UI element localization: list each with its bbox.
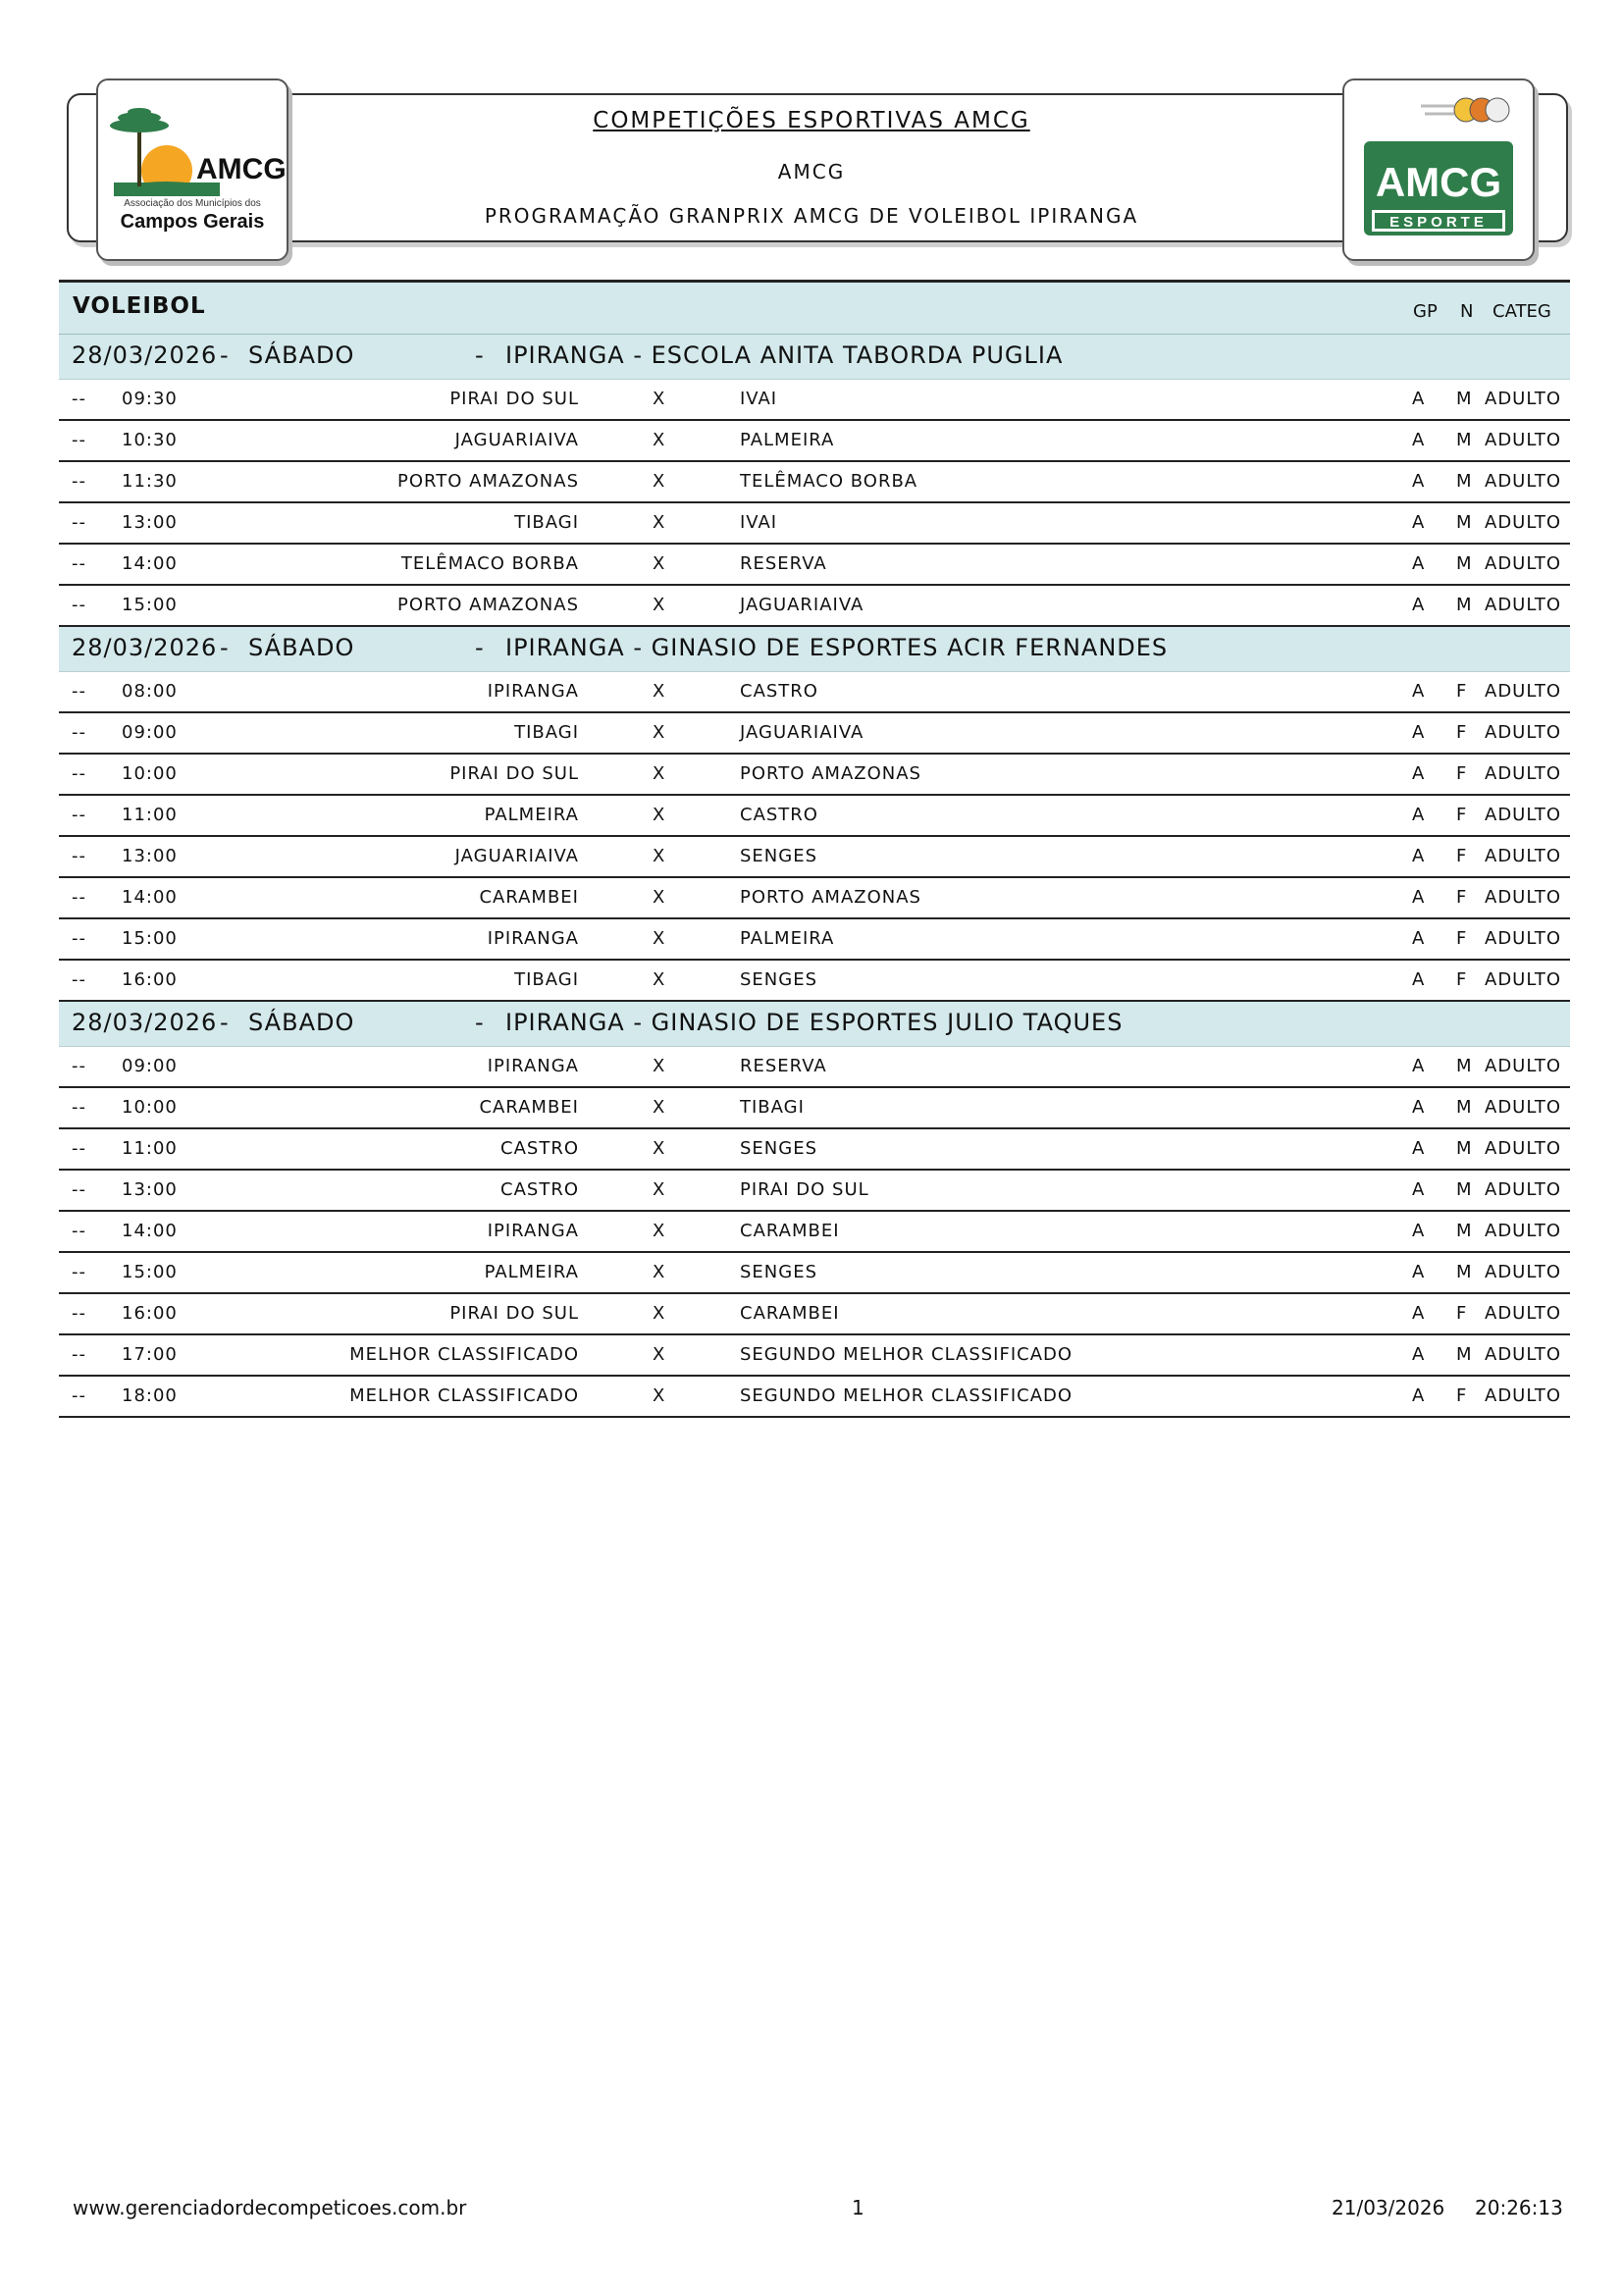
category-cell: ADULTO	[1485, 681, 1562, 702]
home-team: IPIRANGA	[487, 681, 579, 702]
row-dash: --	[72, 471, 86, 492]
group-cell: A	[1412, 722, 1426, 743]
gender-cell: M	[1456, 1056, 1473, 1076]
table-row	[59, 961, 1570, 1002]
gender-cell: M	[1456, 553, 1473, 574]
column-n: N	[1460, 301, 1474, 322]
section-separator: -	[475, 341, 485, 369]
gender-cell: M	[1456, 512, 1473, 533]
table-row	[59, 919, 1570, 961]
gender-cell: F	[1456, 722, 1468, 743]
match-time: 15:00	[122, 595, 178, 615]
group-cell: A	[1412, 1056, 1426, 1076]
gender-cell: M	[1456, 1138, 1473, 1159]
row-dash: --	[72, 928, 86, 949]
group-cell: A	[1412, 553, 1426, 574]
match-time: 09:00	[122, 1056, 178, 1076]
section-venue: IPIRANGA - GINASIO DE ESPORTES ACIR FERNANDES	[505, 634, 1169, 661]
home-team: IPIRANGA	[487, 1056, 579, 1076]
versus-mark: X	[653, 1303, 666, 1324]
group-cell: A	[1412, 471, 1426, 492]
sports-balls-icon	[1344, 80, 1533, 259]
page-title: COMPETIÇÕES ESPORTIVAS AMCG	[593, 108, 1030, 133]
sport-header	[59, 280, 1570, 335]
row-dash: --	[72, 846, 86, 866]
group-cell: A	[1412, 1179, 1426, 1200]
match-time: 09:00	[122, 722, 178, 743]
away-team: SENGES	[740, 969, 818, 990]
versus-mark: X	[653, 553, 666, 574]
page-subtitle: PROGRAMAÇÃO GRANPRIX AMCG DE VOLEIBOL IPIRANGA	[484, 204, 1139, 228]
versus-mark: X	[653, 846, 666, 866]
column-gp: GP	[1413, 301, 1438, 322]
section-day: SÁBADO	[248, 341, 355, 369]
away-team: SENGES	[740, 1262, 818, 1282]
gender-cell: F	[1456, 1385, 1468, 1406]
footer-page-number: 1	[852, 2196, 864, 2219]
gender-cell: F	[1456, 969, 1468, 990]
group-cell: A	[1412, 681, 1426, 702]
section-date: 28/03/2026	[72, 634, 218, 661]
venue-header	[59, 1002, 1570, 1047]
category-cell: ADULTO	[1485, 928, 1562, 949]
footer-time: 20:26:13	[1475, 2196, 1563, 2219]
match-time: 10:00	[122, 1097, 178, 1118]
category-cell: ADULTO	[1485, 1179, 1562, 1200]
group-cell: A	[1412, 805, 1426, 825]
match-time: 14:00	[122, 553, 178, 574]
gender-cell: M	[1456, 595, 1473, 615]
category-cell: ADULTO	[1485, 595, 1562, 615]
away-team: SENGES	[740, 1138, 818, 1159]
versus-mark: X	[653, 887, 666, 908]
row-dash: --	[72, 389, 86, 409]
versus-mark: X	[653, 471, 666, 492]
home-team: CARAMBEI	[479, 887, 579, 908]
gender-cell: M	[1456, 1179, 1473, 1200]
home-team: PALMEIRA	[484, 1262, 579, 1282]
home-team: MELHOR CLASSIFICADO	[349, 1344, 579, 1365]
match-time: 16:00	[122, 969, 178, 990]
row-dash: --	[72, 1344, 86, 1365]
away-team: JAGUARIAIVA	[740, 722, 864, 743]
versus-mark: X	[653, 595, 666, 615]
home-team: IPIRANGA	[487, 928, 579, 949]
section-separator: -	[475, 634, 485, 661]
group-cell: A	[1412, 1221, 1426, 1241]
away-team: PIRAI DO SUL	[740, 1179, 869, 1200]
table-row	[59, 1253, 1570, 1294]
section-venue: IPIRANGA - GINASIO DE ESPORTES JULIO TAQUES	[505, 1009, 1124, 1036]
category-cell: ADULTO	[1485, 512, 1562, 533]
table-row	[59, 755, 1570, 796]
table-row	[59, 1129, 1570, 1171]
away-team: RESERVA	[740, 1056, 827, 1076]
home-team: TELÊMACO BORBA	[400, 553, 579, 574]
away-team: IVAI	[740, 389, 778, 409]
match-time: 14:00	[122, 1221, 178, 1241]
row-dash: --	[72, 681, 86, 702]
section-venue: IPIRANGA - ESCOLA ANITA TABORDA PUGLIA	[505, 341, 1064, 369]
logo-left-line2: Campos Gerais	[120, 211, 265, 233]
match-time: 13:00	[122, 1179, 178, 1200]
away-team: PALMEIRA	[740, 430, 835, 450]
table-row	[59, 796, 1570, 837]
versus-mark: X	[653, 928, 666, 949]
match-time: 10:00	[122, 763, 178, 784]
match-time: 16:00	[122, 1303, 178, 1324]
section-separator: -	[220, 634, 230, 661]
table-row	[59, 1335, 1570, 1377]
home-team: IPIRANGA	[487, 1221, 579, 1241]
group-cell: A	[1412, 1097, 1426, 1118]
away-team: PORTO AMAZONAS	[740, 887, 921, 908]
category-cell: ADULTO	[1485, 1221, 1562, 1241]
table-row	[59, 1294, 1570, 1335]
group-cell: A	[1412, 887, 1426, 908]
versus-mark: X	[653, 1221, 666, 1241]
section-separator: -	[220, 1009, 230, 1036]
match-time: 11:30	[122, 471, 178, 492]
away-team: JAGUARIAIVA	[740, 595, 864, 615]
match-time: 18:00	[122, 1385, 178, 1406]
category-cell: ADULTO	[1485, 1138, 1562, 1159]
away-team: PORTO AMAZONAS	[740, 763, 921, 784]
away-team: SENGES	[740, 846, 818, 866]
away-team: TIBAGI	[740, 1097, 805, 1118]
versus-mark: X	[653, 1344, 666, 1365]
home-team: TIBAGI	[514, 969, 579, 990]
logo-left-line1: Associação dos Municípios dos	[124, 198, 261, 209]
gender-cell: F	[1456, 763, 1468, 784]
match-time: 15:00	[122, 1262, 178, 1282]
match-time: 11:00	[122, 805, 178, 825]
gender-cell: F	[1456, 846, 1468, 866]
away-team: CARAMBEI	[740, 1221, 840, 1241]
category-cell: ADULTO	[1485, 1056, 1562, 1076]
category-cell: ADULTO	[1485, 553, 1562, 574]
gender-cell: M	[1456, 1262, 1473, 1282]
match-time: 13:00	[122, 512, 178, 533]
versus-mark: X	[653, 805, 666, 825]
gender-cell: F	[1456, 681, 1468, 702]
away-team: CARAMBEI	[740, 1303, 840, 1324]
versus-mark: X	[653, 1179, 666, 1200]
organization: AMCG	[777, 160, 846, 183]
group-cell: A	[1412, 595, 1426, 615]
home-team: CARAMBEI	[479, 1097, 579, 1118]
row-dash: --	[72, 1179, 86, 1200]
section-date: 28/03/2026	[72, 1009, 218, 1036]
group-cell: A	[1412, 1138, 1426, 1159]
row-dash: --	[72, 722, 86, 743]
column-categ: CATEG	[1492, 301, 1551, 322]
table-row	[59, 503, 1570, 545]
section-date: 28/03/2026	[72, 341, 218, 369]
home-team: PORTO AMAZONAS	[397, 471, 579, 492]
row-dash: --	[72, 1303, 86, 1324]
category-cell: ADULTO	[1485, 1385, 1562, 1406]
home-team: JAGUARIAIVA	[454, 430, 579, 450]
table-row	[59, 586, 1570, 627]
row-dash: --	[72, 969, 86, 990]
table-row	[59, 545, 1570, 586]
home-team: PORTO AMAZONAS	[397, 595, 579, 615]
group-cell: A	[1412, 846, 1426, 866]
schedule-table	[59, 280, 1570, 1418]
section-day: SÁBADO	[248, 1009, 355, 1036]
table-row	[59, 1377, 1570, 1418]
row-dash: --	[72, 1385, 86, 1406]
group-cell: A	[1412, 512, 1426, 533]
category-cell: ADULTO	[1485, 887, 1562, 908]
gender-cell: F	[1456, 887, 1468, 908]
group-cell: A	[1412, 763, 1426, 784]
table-row	[59, 713, 1570, 755]
category-cell: ADULTO	[1485, 1344, 1562, 1365]
section-separator: -	[475, 1009, 485, 1036]
away-team: RESERVA	[740, 553, 827, 574]
group-cell: A	[1412, 1303, 1426, 1324]
versus-mark: X	[653, 1138, 666, 1159]
versus-mark: X	[653, 969, 666, 990]
match-time: 15:00	[122, 928, 178, 949]
versus-mark: X	[653, 1097, 666, 1118]
amcg-association-logo	[96, 78, 288, 261]
logo-right-brand: AMCG	[1375, 159, 1502, 205]
group-cell: A	[1412, 969, 1426, 990]
home-team: CASTRO	[500, 1179, 579, 1200]
versus-mark: X	[653, 1385, 666, 1406]
gender-cell: M	[1456, 1221, 1473, 1241]
section-separator: -	[220, 341, 230, 369]
venue-header	[59, 627, 1570, 672]
footer-website: www.gerenciadordecompeticoes.com.br	[73, 2196, 467, 2219]
match-time: 17:00	[122, 1344, 178, 1365]
versus-mark: X	[653, 389, 666, 409]
away-team: PALMEIRA	[740, 928, 835, 949]
versus-mark: X	[653, 1056, 666, 1076]
gender-cell: F	[1456, 805, 1468, 825]
home-team: MELHOR CLASSIFICADO	[349, 1385, 579, 1406]
logo-left-brand: AMCG	[196, 153, 287, 185]
gender-cell: M	[1456, 389, 1473, 409]
category-cell: ADULTO	[1485, 1303, 1562, 1324]
category-cell: ADULTO	[1485, 389, 1562, 409]
logo-right-tag: ESPORTE	[1389, 214, 1488, 231]
table-row	[59, 878, 1570, 919]
home-team: PIRAI DO SUL	[449, 389, 579, 409]
group-cell: A	[1412, 1262, 1426, 1282]
category-cell: ADULTO	[1485, 969, 1562, 990]
amcg-esporte-logo	[1342, 78, 1535, 261]
category-cell: ADULTO	[1485, 1097, 1562, 1118]
away-team: IVAI	[740, 512, 778, 533]
row-dash: --	[72, 763, 86, 784]
row-dash: --	[72, 1221, 86, 1241]
gender-cell: M	[1456, 1097, 1473, 1118]
group-cell: A	[1412, 430, 1426, 450]
sport-name: VOLEIBOL	[73, 293, 206, 319]
group-cell: A	[1412, 928, 1426, 949]
home-team: JAGUARIAIVA	[454, 846, 579, 866]
row-dash: --	[72, 1262, 86, 1282]
category-cell: ADULTO	[1485, 722, 1562, 743]
category-cell: ADULTO	[1485, 763, 1562, 784]
table-row	[59, 421, 1570, 462]
away-team: CASTRO	[740, 805, 818, 825]
category-cell: ADULTO	[1485, 471, 1562, 492]
row-dash: --	[72, 512, 86, 533]
category-cell: ADULTO	[1485, 1262, 1562, 1282]
category-cell: ADULTO	[1485, 846, 1562, 866]
match-time: 09:30	[122, 389, 178, 409]
away-team: CASTRO	[740, 681, 818, 702]
match-time: 08:00	[122, 681, 178, 702]
versus-mark: X	[653, 722, 666, 743]
home-team: TIBAGI	[514, 512, 579, 533]
match-time: 13:00	[122, 846, 178, 866]
away-team: TELÊMACO BORBA	[740, 471, 918, 492]
gender-cell: M	[1456, 430, 1473, 450]
row-dash: --	[72, 887, 86, 908]
group-cell: A	[1412, 1385, 1426, 1406]
section-day: SÁBADO	[248, 634, 355, 661]
versus-mark: X	[653, 512, 666, 533]
amcg-tree-sun-icon	[98, 80, 287, 259]
footer-date: 21/03/2026	[1332, 2196, 1445, 2219]
row-dash: --	[72, 1097, 86, 1118]
home-team: CASTRO	[500, 1138, 579, 1159]
match-time: 11:00	[122, 1138, 178, 1159]
table-row	[59, 1047, 1570, 1088]
table-row	[59, 672, 1570, 713]
table-row	[59, 1171, 1570, 1212]
gender-cell: M	[1456, 471, 1473, 492]
away-team: SEGUNDO MELHOR CLASSIFICADO	[740, 1385, 1073, 1406]
versus-mark: X	[653, 430, 666, 450]
gender-cell: F	[1456, 1303, 1468, 1324]
versus-mark: X	[653, 763, 666, 784]
row-dash: --	[72, 595, 86, 615]
row-dash: --	[72, 1056, 86, 1076]
home-team: TIBAGI	[514, 722, 579, 743]
category-cell: ADULTO	[1485, 430, 1562, 450]
category-cell: ADULTO	[1485, 805, 1562, 825]
home-team: PIRAI DO SUL	[449, 1303, 579, 1324]
row-dash: --	[72, 805, 86, 825]
versus-mark: X	[653, 1262, 666, 1282]
row-dash: --	[72, 1138, 86, 1159]
group-cell: A	[1412, 1344, 1426, 1365]
match-time: 14:00	[122, 887, 178, 908]
table-row	[59, 380, 1570, 421]
group-cell: A	[1412, 389, 1426, 409]
gender-cell: F	[1456, 928, 1468, 949]
venue-header	[59, 335, 1570, 380]
table-row	[59, 462, 1570, 503]
table-row	[59, 837, 1570, 878]
row-dash: --	[72, 430, 86, 450]
table-row	[59, 1212, 1570, 1253]
table-row	[59, 1088, 1570, 1129]
match-time: 10:30	[122, 430, 178, 450]
gender-cell: M	[1456, 1344, 1473, 1365]
row-dash: --	[72, 553, 86, 574]
home-team: PIRAI DO SUL	[449, 763, 579, 784]
versus-mark: X	[653, 681, 666, 702]
home-team: PALMEIRA	[484, 805, 579, 825]
away-team: SEGUNDO MELHOR CLASSIFICADO	[740, 1344, 1073, 1365]
